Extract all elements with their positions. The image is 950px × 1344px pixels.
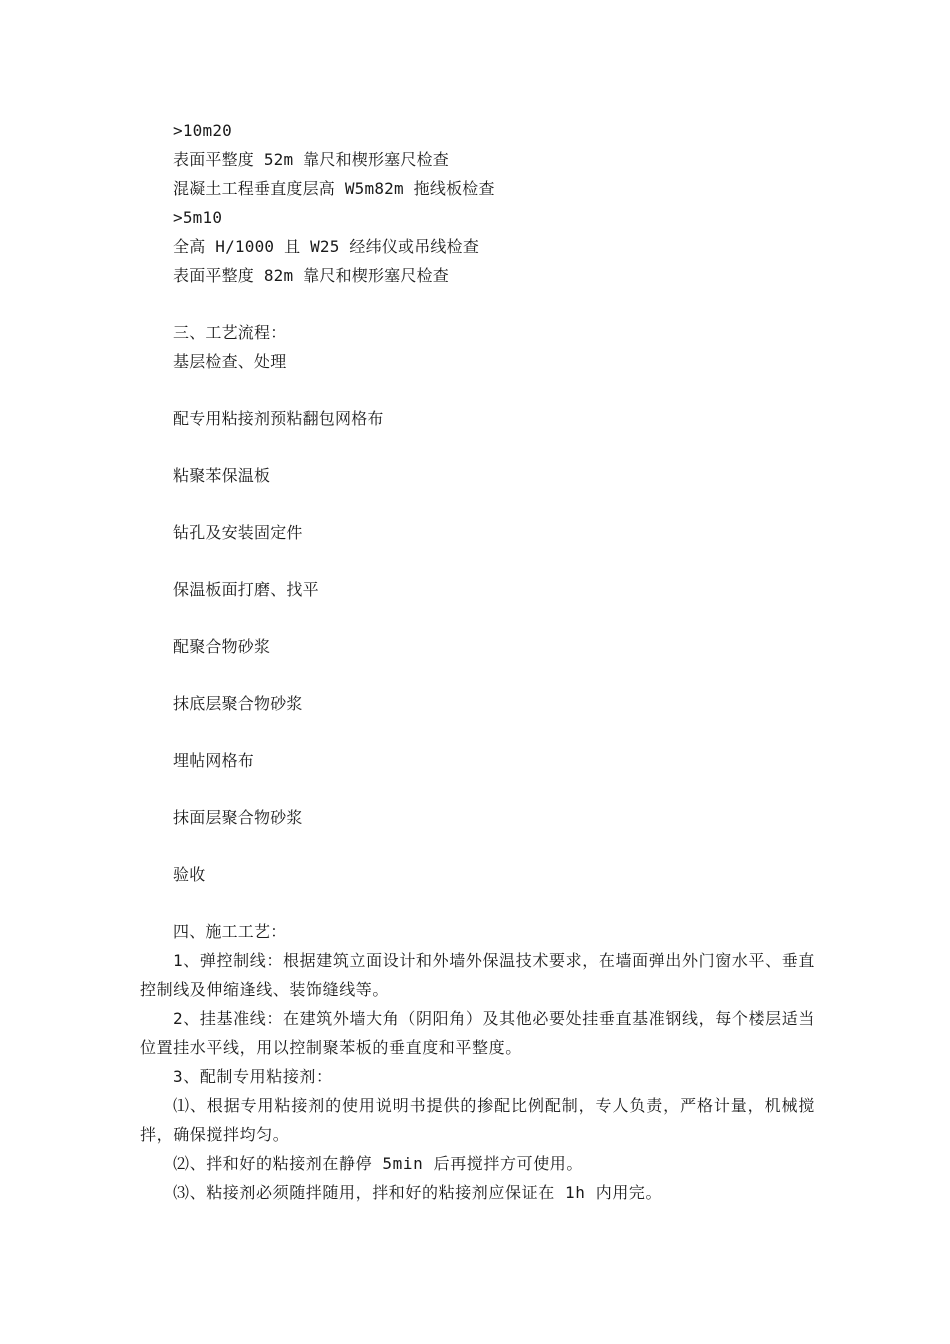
process-step: 粘聚苯保温板	[173, 466, 271, 485]
section-heading: 四、施工工艺：	[173, 922, 287, 941]
process-step: 保温板面打磨、找平	[173, 580, 319, 599]
spec-line: 全高 H/1000 且 W25 经纬仪或吊线检查	[173, 237, 480, 256]
process-step: 埋帖网格布	[173, 751, 255, 770]
paragraph: 3、配制专用粘接剂：	[173, 1067, 333, 1086]
process-step: 抹面层聚合物砂浆	[173, 808, 303, 827]
spec-line: 混凝土工程垂直度层高 W5m82m 拖线板检查	[173, 179, 495, 198]
process-step: 配专用粘接剂预粘翻包网格布	[173, 409, 384, 428]
spec-line: >5m10	[173, 208, 223, 227]
paragraph: ⑵、拌和好的粘接剂在静停 5min 后再搅拌方可使用。	[173, 1154, 583, 1173]
process-step: 验收	[173, 865, 206, 884]
paragraph: ⑶、粘接剂必须随拌随用，拌和好的粘接剂应保证在 1h 内用完。	[173, 1183, 663, 1202]
section-heading: 三、工艺流程：	[173, 323, 287, 342]
spec-line: >10m20	[173, 121, 232, 140]
spec-line: 表面平整度 52m 靠尺和楔形塞尺检查	[173, 150, 449, 169]
paragraph: 2、挂基准线：在建筑外墙大角（阴阳角）及其他必要处挂垂直基准钢线，每个楼层适当位置挂水平线，用以控制聚苯板的垂直度和平整度。	[140, 1009, 815, 1057]
paragraph: ⑴、根据专用粘接剂的使用说明书提供的掺配比例配制，专人负责，严格计量，机械搅拌，确保搅拌均匀。	[140, 1096, 815, 1144]
process-step: 钻孔及安装固定件	[173, 523, 303, 542]
process-step: 抹底层聚合物砂浆	[173, 694, 303, 713]
paragraph: 1、弹控制线：根据建筑立面设计和外墙外保温技术要求，在墙面弹出外门窗水平、垂直控制线及伸缩逢线、装饰缝线等。	[140, 951, 815, 999]
process-step: 基层检查、处理	[173, 352, 287, 371]
spec-line: 表面平整度 82m 靠尺和楔形塞尺检查	[173, 266, 449, 285]
process-step: 配聚合物砂浆	[173, 637, 271, 656]
